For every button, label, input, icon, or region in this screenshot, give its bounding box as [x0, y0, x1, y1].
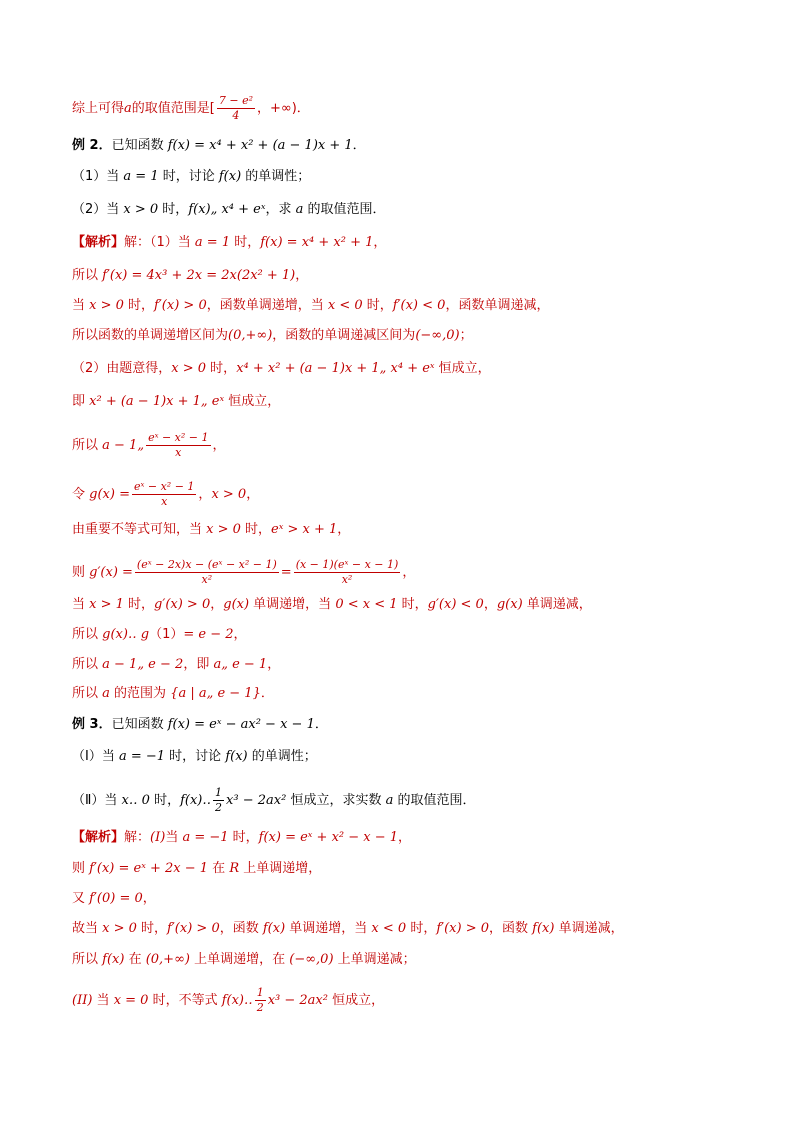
text-line — [72, 168, 310, 186]
text-run: ， — [337, 522, 351, 537]
text-run: 恒成立，求实数 — [286, 793, 386, 808]
fraction — [135, 558, 279, 587]
fraction-numerator: 7 − e² — [218, 94, 253, 107]
text-run: （1）当 — [72, 169, 124, 184]
text-line — [72, 480, 259, 509]
math-expression: x³ − 2ax² — [267, 993, 328, 1008]
text-run: 当 — [72, 597, 90, 612]
math-expression: f(x)„ x⁴ + eˣ — [188, 202, 266, 217]
text-line — [72, 137, 366, 155]
text-run: 即 — [72, 394, 90, 409]
math-expression: a — [124, 101, 132, 116]
math-expression: f(x) = eˣ − ax² − x − 1 — [167, 717, 315, 732]
bold-label: 例 3． — [72, 717, 112, 732]
math-expression: 0 < x < 1 — [335, 597, 398, 612]
math-expression: f′(x) = eˣ + 2x − 1 — [89, 861, 209, 876]
text-run: 的取值范围． — [303, 202, 386, 217]
text-run: ； — [459, 328, 473, 343]
fraction-denominator: 2 — [215, 801, 223, 814]
text-run: （1） — [149, 627, 184, 642]
math-expression: g(x) — [223, 597, 250, 612]
math-expression: f(x) = x⁴ + x² + 1 — [260, 235, 374, 250]
text-run: 时， — [228, 830, 259, 845]
math-expression: x³ − 2ax² — [226, 793, 287, 808]
text-run: ， — [483, 597, 497, 612]
text-run: 上单调递减； — [333, 952, 416, 967]
text-line — [72, 860, 321, 878]
text-run: 的单调性； — [241, 169, 311, 184]
text-run: 所以 — [72, 686, 103, 701]
text-run: 所以 — [72, 268, 103, 283]
bold-label: 【解析】 — [72, 235, 125, 250]
text-line — [72, 234, 386, 252]
math-expression: (I) — [150, 830, 166, 845]
text-run: 所以 — [72, 657, 103, 672]
math-expression: f′(x) > 0 — [154, 298, 207, 313]
math-expression: (0,+∞) — [228, 328, 273, 343]
math-expression: f(x) — [262, 921, 286, 936]
text-run: （2）由题意得， — [72, 361, 172, 376]
text-line — [72, 626, 247, 644]
text-run: 已知函数 — [111, 138, 168, 153]
text-run: ，函数单调递增，当 — [206, 298, 328, 313]
math-expression: x⁴ + x² + (a − 1)x + 1„ x⁴ + eˣ — [236, 361, 435, 376]
text-run: 所以 — [72, 438, 103, 453]
fraction — [255, 986, 266, 1015]
math-expression: g′(x) < 0 — [427, 597, 484, 612]
text-run: 时， — [136, 921, 168, 936]
math-expression: g(x)‥ g — [102, 627, 150, 642]
math-expression: f(x) = x⁴ + x² + (a − 1)x + 1 — [167, 138, 353, 153]
text-run: ，求 — [265, 202, 296, 217]
math-expression: x > 0 — [211, 487, 247, 502]
text-run: 恒成立， — [434, 361, 491, 376]
fraction-denominator: x² — [201, 573, 213, 586]
text-run: 的取值范围是[ — [131, 101, 215, 116]
math-expression: g′(x) = — [89, 565, 133, 580]
math-expression: a„ e − 1 — [213, 657, 268, 672]
fraction-numerator: 1 — [215, 786, 223, 799]
math-expression: g(x) — [496, 597, 523, 612]
math-expression: f′(x) > 0 — [167, 921, 220, 936]
text-run: 时， — [240, 522, 272, 537]
math-expression: f′(x) < 0 — [392, 298, 446, 313]
text-run: 的取值范围． — [393, 793, 476, 808]
text-run: 当 — [165, 830, 183, 845]
math-expression: a = −1 — [118, 749, 166, 764]
math-expression: (0,+∞) — [145, 952, 190, 967]
math-expression: g′(x) > 0 — [154, 597, 211, 612]
math-expression: = e − 2 — [183, 627, 234, 642]
fraction — [213, 786, 224, 815]
bold-label: 例 2． — [72, 138, 112, 153]
text-run: 时， — [406, 921, 437, 936]
text-line — [72, 267, 308, 285]
text-run: 时， — [123, 298, 155, 313]
text-line — [72, 890, 156, 908]
text-run: 时， — [158, 202, 189, 217]
text-run: 时，讨论 — [158, 169, 219, 184]
text-run: （Ⅰ）当 — [72, 749, 119, 764]
math-expression: x² + (a − 1)x + 1„ eˣ — [89, 394, 225, 409]
text-run: 时， — [397, 597, 428, 612]
math-expression: f(x) — [532, 921, 555, 936]
math-expression: eˣ > x + 1 — [271, 522, 338, 537]
text-run: ， — [210, 597, 224, 612]
text-run: ． — [314, 717, 328, 732]
text-run: 当 — [72, 298, 90, 313]
text-run: ，函数的单调递减区间为 — [272, 328, 416, 343]
text-run: 所以 — [72, 952, 103, 967]
math-expression: a − 1„ — [102, 438, 145, 453]
text-line — [72, 829, 411, 847]
fraction-numerator: eˣ − x² − 1 — [133, 480, 195, 493]
math-expression: f(x)‥ — [180, 793, 212, 808]
text-run: ， — [398, 830, 412, 845]
text-run: 时， — [230, 235, 261, 250]
math-expression: a − 1„ e − 2 — [102, 657, 184, 672]
text-run: 令 — [72, 487, 90, 502]
math-expression: f′(x) = 4x³ + 2x = 2x(2x² + 1) — [102, 268, 296, 283]
fraction-denominator: 2 — [256, 1001, 264, 1014]
text-run: 故当 — [72, 921, 103, 936]
text-run: 单调递减， — [522, 597, 592, 612]
text-run: 单调递增，当 — [285, 921, 372, 936]
math-expression: x > 0 — [171, 361, 207, 376]
text-line — [72, 596, 592, 614]
math-expression: x > 0 — [123, 202, 159, 217]
text-line — [72, 431, 226, 460]
text-run: 则 — [72, 861, 90, 876]
text-run: 所以 — [72, 627, 103, 642]
math-expression: a — [385, 793, 394, 808]
fraction — [132, 480, 196, 509]
text-run: 解：（1）当 — [124, 235, 195, 250]
text-run: ， — [373, 235, 387, 250]
text-run: ， — [295, 268, 309, 283]
text-run: 恒成立， — [327, 993, 385, 1008]
text-line — [72, 327, 473, 345]
text-run: 又 — [72, 891, 90, 906]
text-run: ， — [246, 487, 260, 502]
text-line — [72, 716, 328, 734]
fraction-numerator: 1 — [256, 986, 264, 999]
text-line — [72, 297, 549, 315]
text-run: 时， — [362, 298, 393, 313]
text-run: ． — [352, 138, 366, 153]
fraction-denominator: x² — [341, 573, 353, 586]
text-run: 的单调性； — [247, 749, 317, 764]
math-expression: f(x) — [225, 749, 248, 764]
math-expression: f′(0) = 0 — [89, 891, 143, 906]
text-run: ， — [142, 891, 156, 906]
math-expression: (−∞,0) — [415, 328, 460, 343]
text-run: 则 — [72, 565, 90, 580]
math-expression: x‥ 0 — [121, 793, 150, 808]
fraction-numerator: (x − 1)(eˣ − x − 1) — [295, 558, 399, 571]
math-expression: x > 0 — [206, 522, 241, 537]
text-line — [72, 94, 310, 123]
fraction-denominator: x — [161, 495, 168, 508]
fraction-denominator: 4 — [232, 109, 240, 122]
text-run: 时，不等式 — [148, 993, 222, 1008]
math-expression: x > 0 — [89, 298, 124, 313]
text-line — [72, 786, 475, 815]
text-line — [72, 748, 317, 766]
text-line — [72, 951, 416, 969]
text-line — [72, 986, 384, 1015]
math-expression: R — [229, 861, 240, 876]
text-line — [72, 920, 624, 938]
text-run: ， — [233, 627, 247, 642]
text-line — [72, 393, 280, 411]
text-run: 的范围为 — [109, 686, 171, 701]
fraction-numerator: (eˣ − 2x)x − (eˣ − x² − 1) — [136, 558, 277, 571]
text-run: ，即 — [183, 657, 214, 672]
fraction — [217, 94, 255, 123]
math-expression: a — [102, 686, 110, 701]
text-run: ，+∞)． — [257, 101, 310, 116]
text-run: 单调递增，当 — [249, 597, 336, 612]
text-run: （Ⅱ）当 — [72, 793, 122, 808]
fraction — [146, 431, 210, 460]
text-run: 解： — [124, 830, 151, 845]
math-expression: x < 0 — [327, 298, 363, 313]
math-expression: a — [295, 202, 304, 217]
math-expression: a = −1 — [182, 830, 229, 845]
text-line — [72, 656, 280, 674]
text-run: ， — [198, 487, 212, 502]
fraction-numerator: eˣ − x² − 1 — [148, 431, 209, 444]
text-run: 时， — [123, 597, 155, 612]
text-run: 上单调递增，在 — [189, 952, 290, 967]
text-run: 当 — [92, 993, 114, 1008]
text-run: ，函数单调递减， — [445, 298, 550, 313]
math-expression: x > 0 — [102, 921, 137, 936]
text-run: 综上可得 — [72, 101, 125, 116]
math-expression: f(x) — [218, 169, 242, 184]
math-expression: g(x) = — [89, 487, 130, 502]
text-run: 已知函数 — [111, 717, 168, 732]
text-line — [72, 201, 386, 219]
math-expression: a = 1 — [194, 235, 231, 250]
text-run: 恒成立， — [224, 394, 281, 409]
text-run: 在 — [124, 952, 146, 967]
math-expression: = — [280, 565, 292, 580]
math-expression: f(x)‥ — [221, 993, 253, 1008]
math-expression: x = 0 — [113, 993, 149, 1008]
text-run: 时，讨论 — [165, 749, 226, 764]
fraction-denominator: x — [175, 446, 182, 459]
math-expression: (−∞,0) — [289, 952, 334, 967]
math-expression: f(x) = eˣ + x² − x − 1 — [258, 830, 399, 845]
math-expression: (II) — [72, 993, 93, 1008]
text-line — [72, 685, 274, 703]
math-expression: a = 1 — [123, 169, 159, 184]
text-run: ， — [212, 438, 226, 453]
math-expression: x > 1 — [89, 597, 124, 612]
text-run: ，函数 — [219, 921, 263, 936]
text-line — [72, 360, 491, 378]
fraction — [294, 558, 401, 587]
text-run: ． — [260, 686, 274, 701]
math-expression: x < 0 — [371, 921, 407, 936]
bold-label: 【解析】 — [72, 830, 125, 845]
math-expression: f′(x) > 0 — [436, 921, 489, 936]
text-run: 上单调递增， — [239, 861, 322, 876]
text-run: （2）当 — [72, 202, 124, 217]
text-run: ， — [267, 657, 281, 672]
text-line — [72, 558, 415, 587]
text-line — [72, 521, 350, 539]
text-run: ， — [402, 565, 416, 580]
text-run: 单调递减， — [554, 921, 624, 936]
text-run: 在 — [208, 861, 230, 876]
text-run: 时， — [206, 361, 237, 376]
text-run: 由重要不等式可知，当 — [72, 522, 207, 537]
math-expression: {a | a„ e − 1} — [170, 686, 261, 701]
text-run: 时， — [149, 793, 181, 808]
text-run: ，函数 — [489, 921, 533, 936]
text-run: 所以函数的单调递增区间为 — [72, 328, 229, 343]
math-expression: f(x) — [102, 952, 125, 967]
